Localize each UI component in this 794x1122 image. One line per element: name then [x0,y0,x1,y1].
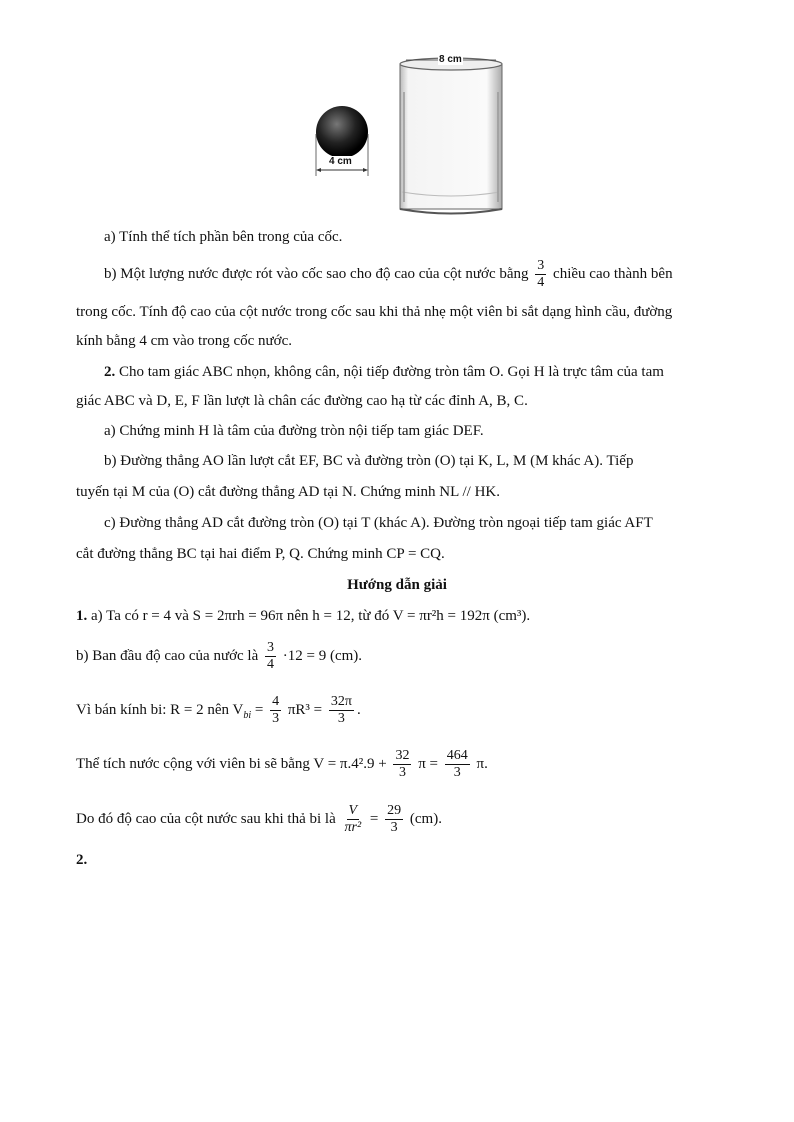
s-ball: Vì bán kính bi: R = 2 nên $V_{bi}$ = $\frac{4}{3}$ πR³ = $\frac{32\pi}{3}$ . [76,694,361,726]
p2c-line2: cắt đường thẳng BC tại hai điểm P, Q. Chứng minh CP = CQ. [76,546,445,562]
frac-num: 4 [272,694,280,709]
p1b-line3: kính bằng 4 cm vào trong cốc nước. [76,333,293,349]
fraction-V-pir2 [343,803,364,836]
s-height [76,803,718,836]
s1-number: 1. [76,608,88,624]
s1a-text: a) Ta có r = 4 và S = 2πrh = 96π nên h = 12, từ đó V = πr²h = 192π (cm³). [91,608,531,624]
ball-width-label: 4 cm [329,156,352,167]
figure-svg [300,52,530,217]
s1b-pre: b) Ban đầu độ cao của nước là [76,647,259,664]
frac-den: 3 [337,711,345,726]
frac-den: 3 [398,765,406,780]
p2-intro1-text: Cho tam giác ABC nhọn, không cân, nội tiếp đường tròn tâm O. Gọi H là trực tâm của tam [119,364,664,380]
s-height-pre: Do đó độ cao của cột nước sau khi thả bi là [76,810,336,827]
frac-den: 3 [272,711,280,726]
p1b-line2: trong cốc. Tính độ cao của cột nước trong cốc sau khi thả nhẹ một viên bi sắt dạng hình cầu, đường [76,304,673,320]
frac-num: 3 [267,640,274,655]
s1a [76,606,718,626]
p2b-line2: tuyến tại M của (O) cắt đường thẳng AD tại N. Chứng minh NL // HK. [76,484,500,500]
frac-num: V [348,803,358,818]
p1b-part2: chiều cao thành bên [553,265,673,282]
s-total-pre: Thể tích nước cộng với viên bi sẽ bằng V = π.4².9 + [76,755,387,772]
frac-den: 3 [453,765,461,780]
frac-den: πr² [344,820,362,835]
s-ball-pre: Vì bán kính bi: R = 2 nên V [76,701,244,718]
p2a: a) Chứng minh H là tâm của đường tròn nội tiếp tam giác DEF. [104,423,484,439]
s2-number: 2. [76,852,88,868]
fraction-29-3 [385,803,403,836]
fraction-464-3 [445,748,470,781]
s-height-eq: = [369,810,379,827]
s1b-post: ·12 = 9 (cm). [282,647,363,664]
frac-den: 3 [390,820,398,835]
frac-num: 3 [537,258,545,273]
s-ball-sub: bi [243,709,252,721]
p1b-line1 [76,258,718,291]
p1b-part1: b) Một lượng nước được rót vào cốc sao cho độ cao của cột nước bằng [104,265,529,282]
p1a-text: a) Tính thể tích phần bên trong của cốc. [104,229,343,245]
frac-num: 32π [330,694,352,709]
s2 [76,850,718,870]
p2-intro1 [76,362,718,382]
fraction-32-3 [393,748,411,781]
frac-den: 4 [537,275,545,290]
figure-ball-and-cup [300,52,530,217]
iron-ball [316,106,368,158]
s-total [76,748,718,781]
p2-intro2: giác ABC và D, E, F lần lượt là chân các đường cao hạ từ các đỉnh A, B, C. [76,393,528,409]
s-ball-eq: = [254,701,264,718]
p2b-line1: b) Đường thẳng AO lần lượt cắt EF, BC và đường tròn (O) tại K, L, M (M khác A). Tiếp [104,453,634,469]
frac-num: 29 [387,803,402,818]
fraction-32pi-3 [329,694,354,727]
fraction-3-4-b [265,640,276,673]
s-total-mid: π = [418,755,439,772]
s-height-post: (cm). [409,810,442,827]
p2c-line1: c) Đường thẳng AD cắt đường tròn (O) tại T (khác A). Đường tròn ngoại tiếp tam giác AFT [104,515,653,531]
fraction-3-4 [535,258,546,291]
solution-heading: Hướng dẫn giải [347,577,447,593]
cup [400,64,502,209]
s1b [76,640,718,673]
s-total-post: π. [476,755,488,772]
frac-num: 464 [446,748,468,763]
frac-num: 32 [395,748,410,763]
p2-number: 2. [104,364,116,380]
fraction-4-3 [270,694,281,727]
frac-den: 4 [267,657,274,672]
cup-width-label: 8 cm [439,54,462,65]
s-ball-mid: πR³ = [287,701,323,718]
